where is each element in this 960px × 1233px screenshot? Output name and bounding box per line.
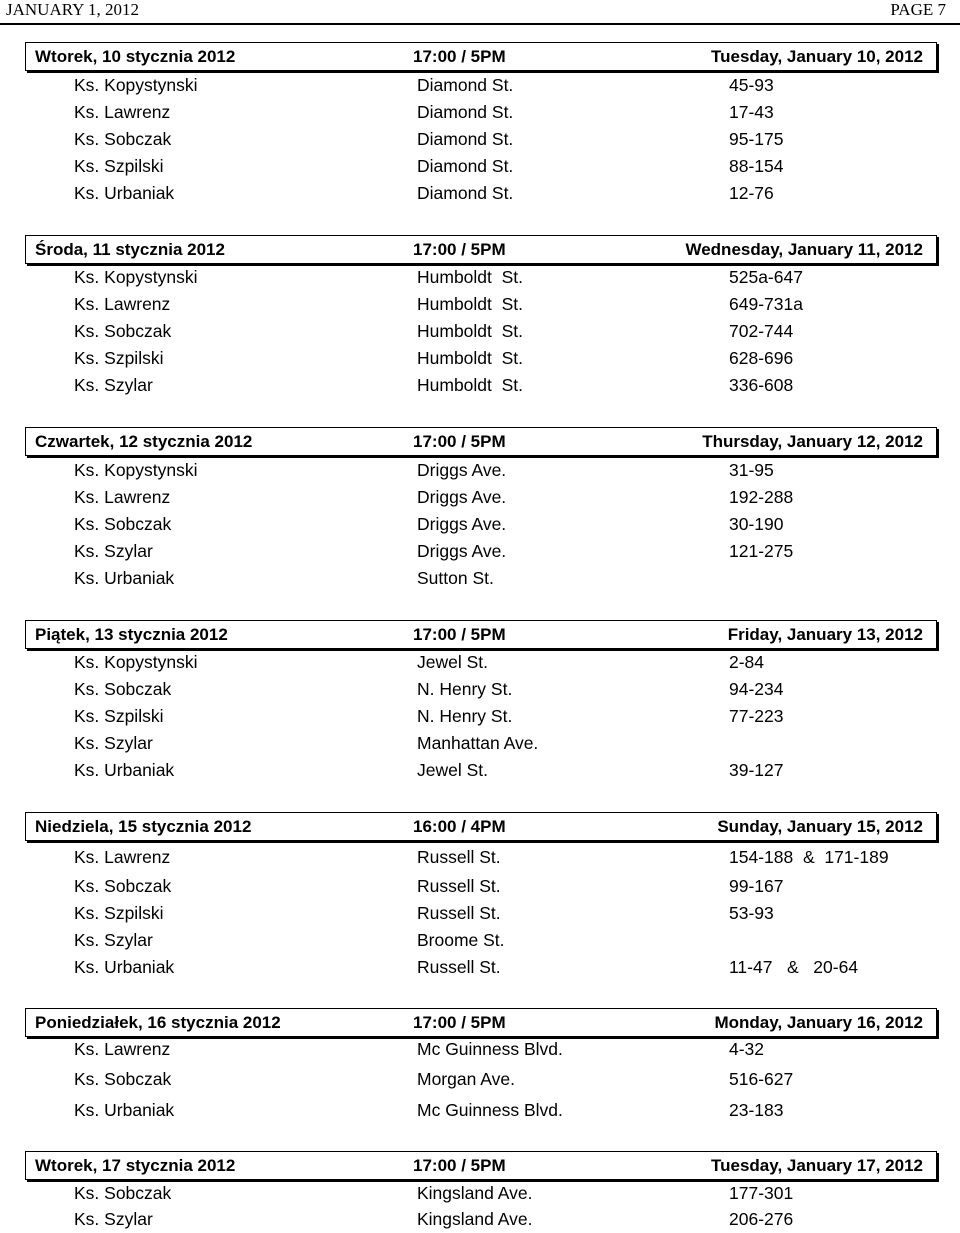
day-title-polish: Poniedziałek, 16 stycznia 2012 — [35, 1013, 281, 1032]
day-title-polish: Środa, 11 stycznia 2012 — [35, 240, 225, 259]
visit-entry — [0, 541, 960, 565]
day-header — [25, 1151, 937, 1180]
street-name: Mc Guinness Blvd. — [417, 1100, 563, 1120]
priest-name: Ks. Sobczak — [74, 514, 172, 534]
street-name: Manhattan Ave. — [417, 733, 539, 753]
house-numbers: 206-276 — [729, 1209, 794, 1229]
priest-name: Ks. Sobczak — [74, 1183, 172, 1203]
visit-entry — [0, 1209, 960, 1233]
street-name: Mc Guinness Blvd. — [417, 1039, 563, 1059]
day-title-english: Tuesday, January 10, 2012 — [711, 47, 923, 66]
visit-entry — [0, 183, 960, 207]
priest-name: Ks. Szpilski — [74, 156, 164, 176]
priest-name: Ks. Lawrenz — [74, 102, 171, 122]
page-number: PAGE 7 — [890, 0, 946, 19]
day-title-polish: Niedziela, 15 stycznia 2012 — [35, 817, 252, 836]
street-name: Diamond St. — [417, 129, 514, 149]
day-title-polish: Wtorek, 10 stycznia 2012 — [35, 47, 236, 66]
street-name: Broome St. — [417, 930, 505, 950]
visit-entry — [0, 957, 960, 981]
street-name: Diamond St. — [417, 156, 514, 176]
day-title-polish: Czwartek, 12 stycznia 2012 — [35, 432, 253, 451]
visit-entry — [0, 930, 960, 954]
priest-name: Ks. Urbaniak — [74, 760, 175, 780]
day-time: 17:00 / 5PM — [413, 240, 506, 259]
street-name: Russell St. — [417, 847, 501, 867]
priest-name: Ks. Sobczak — [74, 1069, 172, 1089]
visit-entry — [0, 876, 960, 900]
newsletter-date: JANUARY 1, 2012 — [6, 0, 140, 19]
visit-entry — [0, 321, 960, 345]
visit-entry — [0, 348, 960, 372]
street-name: Diamond St. — [417, 183, 514, 203]
priest-name: Ks. Urbaniak — [74, 1100, 175, 1120]
priest-name: Ks. Kopystynski — [74, 652, 198, 672]
priest-name: Ks. Szylar — [74, 733, 153, 753]
priest-name: Ks. Szylar — [74, 930, 153, 950]
day-title-polish: Piątek, 13 stycznia 2012 — [35, 625, 228, 644]
house-numbers: 88-154 — [729, 156, 784, 176]
priest-name: Ks. Urbaniak — [74, 957, 175, 977]
visit-entry — [0, 733, 960, 757]
day-header — [25, 620, 937, 649]
day-title-english: Wednesday, January 11, 2012 — [685, 240, 923, 259]
day-time: 17:00 / 5PM — [413, 1013, 506, 1032]
priest-name: Ks. Szpilski — [74, 706, 164, 726]
day-title-english: Sunday, January 15, 2012 — [717, 817, 923, 836]
house-numbers: 17-43 — [729, 102, 774, 122]
visit-entry — [0, 460, 960, 484]
priest-name: Ks. Urbaniak — [74, 568, 175, 588]
priest-name: Ks. Szpilski — [74, 348, 164, 368]
priest-name: Ks. Sobczak — [74, 679, 172, 699]
day-header — [25, 427, 937, 456]
house-numbers: 336-608 — [729, 375, 794, 395]
visit-entry — [0, 514, 960, 538]
day-time: 17:00 / 5PM — [413, 47, 506, 66]
day-time: 17:00 / 5PM — [413, 1156, 506, 1175]
house-numbers: 30-190 — [729, 514, 784, 534]
house-numbers: 177-301 — [729, 1183, 794, 1203]
street-name: Driggs Ave. — [417, 514, 507, 534]
visit-entry — [0, 129, 960, 153]
visit-entry — [0, 847, 960, 871]
street-name: Humboldt St. — [417, 267, 524, 287]
house-numbers: 4-32 — [729, 1039, 765, 1059]
house-numbers: 23-183 — [729, 1100, 784, 1120]
priest-name: Ks. Sobczak — [74, 876, 172, 896]
street-name: Russell St. — [417, 957, 501, 977]
visit-entry — [0, 706, 960, 730]
day-title-polish: Wtorek, 17 stycznia 2012 — [35, 1156, 236, 1175]
house-numbers: 53-93 — [729, 903, 774, 923]
priest-name: Ks. Szylar — [74, 1209, 153, 1229]
day-title-english: Friday, January 13, 2012 — [727, 625, 923, 644]
street-name: N. Henry St. — [417, 706, 513, 726]
house-numbers: 121-275 — [729, 541, 794, 561]
day-time: 16:00 / 4PM — [413, 817, 506, 836]
priest-name: Ks. Szylar — [74, 375, 153, 395]
priest-name: Ks. Kopystynski — [74, 75, 198, 95]
visit-entry — [0, 903, 960, 927]
priest-name: Ks. Lawrenz — [74, 294, 171, 314]
house-numbers: 39-127 — [729, 760, 784, 780]
house-numbers: 192-288 — [729, 487, 794, 507]
street-name: Morgan Ave. — [417, 1069, 515, 1089]
street-name: N. Henry St. — [417, 679, 513, 699]
street-name: Russell St. — [417, 903, 501, 923]
street-name: Driggs Ave. — [417, 487, 507, 507]
visit-entry — [0, 75, 960, 99]
day-title-english: Tuesday, January 17, 2012 — [711, 1156, 923, 1175]
street-name: Jewel St. — [417, 652, 488, 672]
day-header — [25, 235, 937, 264]
priest-name: Ks. Szpilski — [74, 903, 164, 923]
house-numbers: 516-627 — [729, 1069, 794, 1089]
street-name: Driggs Ave. — [417, 460, 507, 480]
house-numbers: 99-167 — [729, 876, 784, 896]
house-numbers: 11-47 & 20-64 — [729, 957, 859, 977]
visit-entry — [0, 1183, 960, 1207]
priest-name: Ks. Kopystynski — [74, 267, 198, 287]
house-numbers: 12-76 — [729, 183, 774, 203]
street-name: Humboldt St. — [417, 348, 524, 368]
visit-entry — [0, 679, 960, 703]
house-numbers: 649-731a — [729, 294, 803, 314]
house-numbers: 525a-647 — [729, 267, 803, 287]
visit-entry — [0, 568, 960, 592]
street-name: Jewel St. — [417, 760, 488, 780]
visit-entry — [0, 652, 960, 676]
street-name: Humboldt St. — [417, 294, 524, 314]
street-name: Sutton St. — [417, 568, 494, 588]
priest-name: Ks. Urbaniak — [74, 183, 175, 203]
visit-entry — [0, 267, 960, 291]
priest-name: Ks. Lawrenz — [74, 487, 171, 507]
visit-entry — [0, 294, 960, 318]
day-header — [25, 42, 937, 71]
house-numbers: 702-744 — [729, 321, 794, 341]
day-header — [25, 1008, 937, 1037]
day-time: 17:00 / 5PM — [413, 432, 506, 451]
header-rule — [0, 23, 960, 25]
visit-entry — [0, 156, 960, 180]
visit-entry — [0, 1039, 960, 1063]
day-time: 17:00 / 5PM — [413, 625, 506, 644]
street-name: Kingsland Ave. — [417, 1209, 533, 1229]
street-name: Diamond St. — [417, 102, 514, 122]
house-numbers: 154-188 & 171-189 — [729, 847, 889, 867]
priest-name: Ks. Lawrenz — [74, 1039, 171, 1059]
house-numbers: 95-175 — [729, 129, 784, 149]
priest-name: Ks. Sobczak — [74, 129, 172, 149]
street-name: Humboldt St. — [417, 375, 524, 395]
house-numbers: 45-93 — [729, 75, 774, 95]
priest-name: Ks. Szylar — [74, 541, 153, 561]
house-numbers: 628-696 — [729, 348, 794, 368]
visit-entry — [0, 1069, 960, 1093]
day-title-english: Thursday, January 12, 2012 — [702, 432, 923, 451]
street-name: Driggs Ave. — [417, 541, 507, 561]
house-numbers: 2-84 — [729, 652, 765, 672]
priest-name: Ks. Lawrenz — [74, 847, 171, 867]
visit-entry — [0, 487, 960, 511]
visit-entry — [0, 1100, 960, 1124]
street-name: Humboldt St. — [417, 321, 524, 341]
visit-entry — [0, 760, 960, 784]
day-header — [25, 812, 937, 841]
house-numbers: 31-95 — [729, 460, 774, 480]
day-title-english: Monday, January 16, 2012 — [714, 1013, 923, 1032]
street-name: Diamond St. — [417, 75, 514, 95]
house-numbers: 77-223 — [729, 706, 784, 726]
visit-entry — [0, 102, 960, 126]
page-header — [0, 0, 960, 22]
street-name: Kingsland Ave. — [417, 1183, 533, 1203]
priest-name: Ks. Kopystynski — [74, 460, 198, 480]
house-numbers: 94-234 — [729, 679, 784, 699]
street-name: Russell St. — [417, 876, 501, 896]
visit-entry — [0, 375, 960, 399]
priest-name: Ks. Sobczak — [74, 321, 172, 341]
